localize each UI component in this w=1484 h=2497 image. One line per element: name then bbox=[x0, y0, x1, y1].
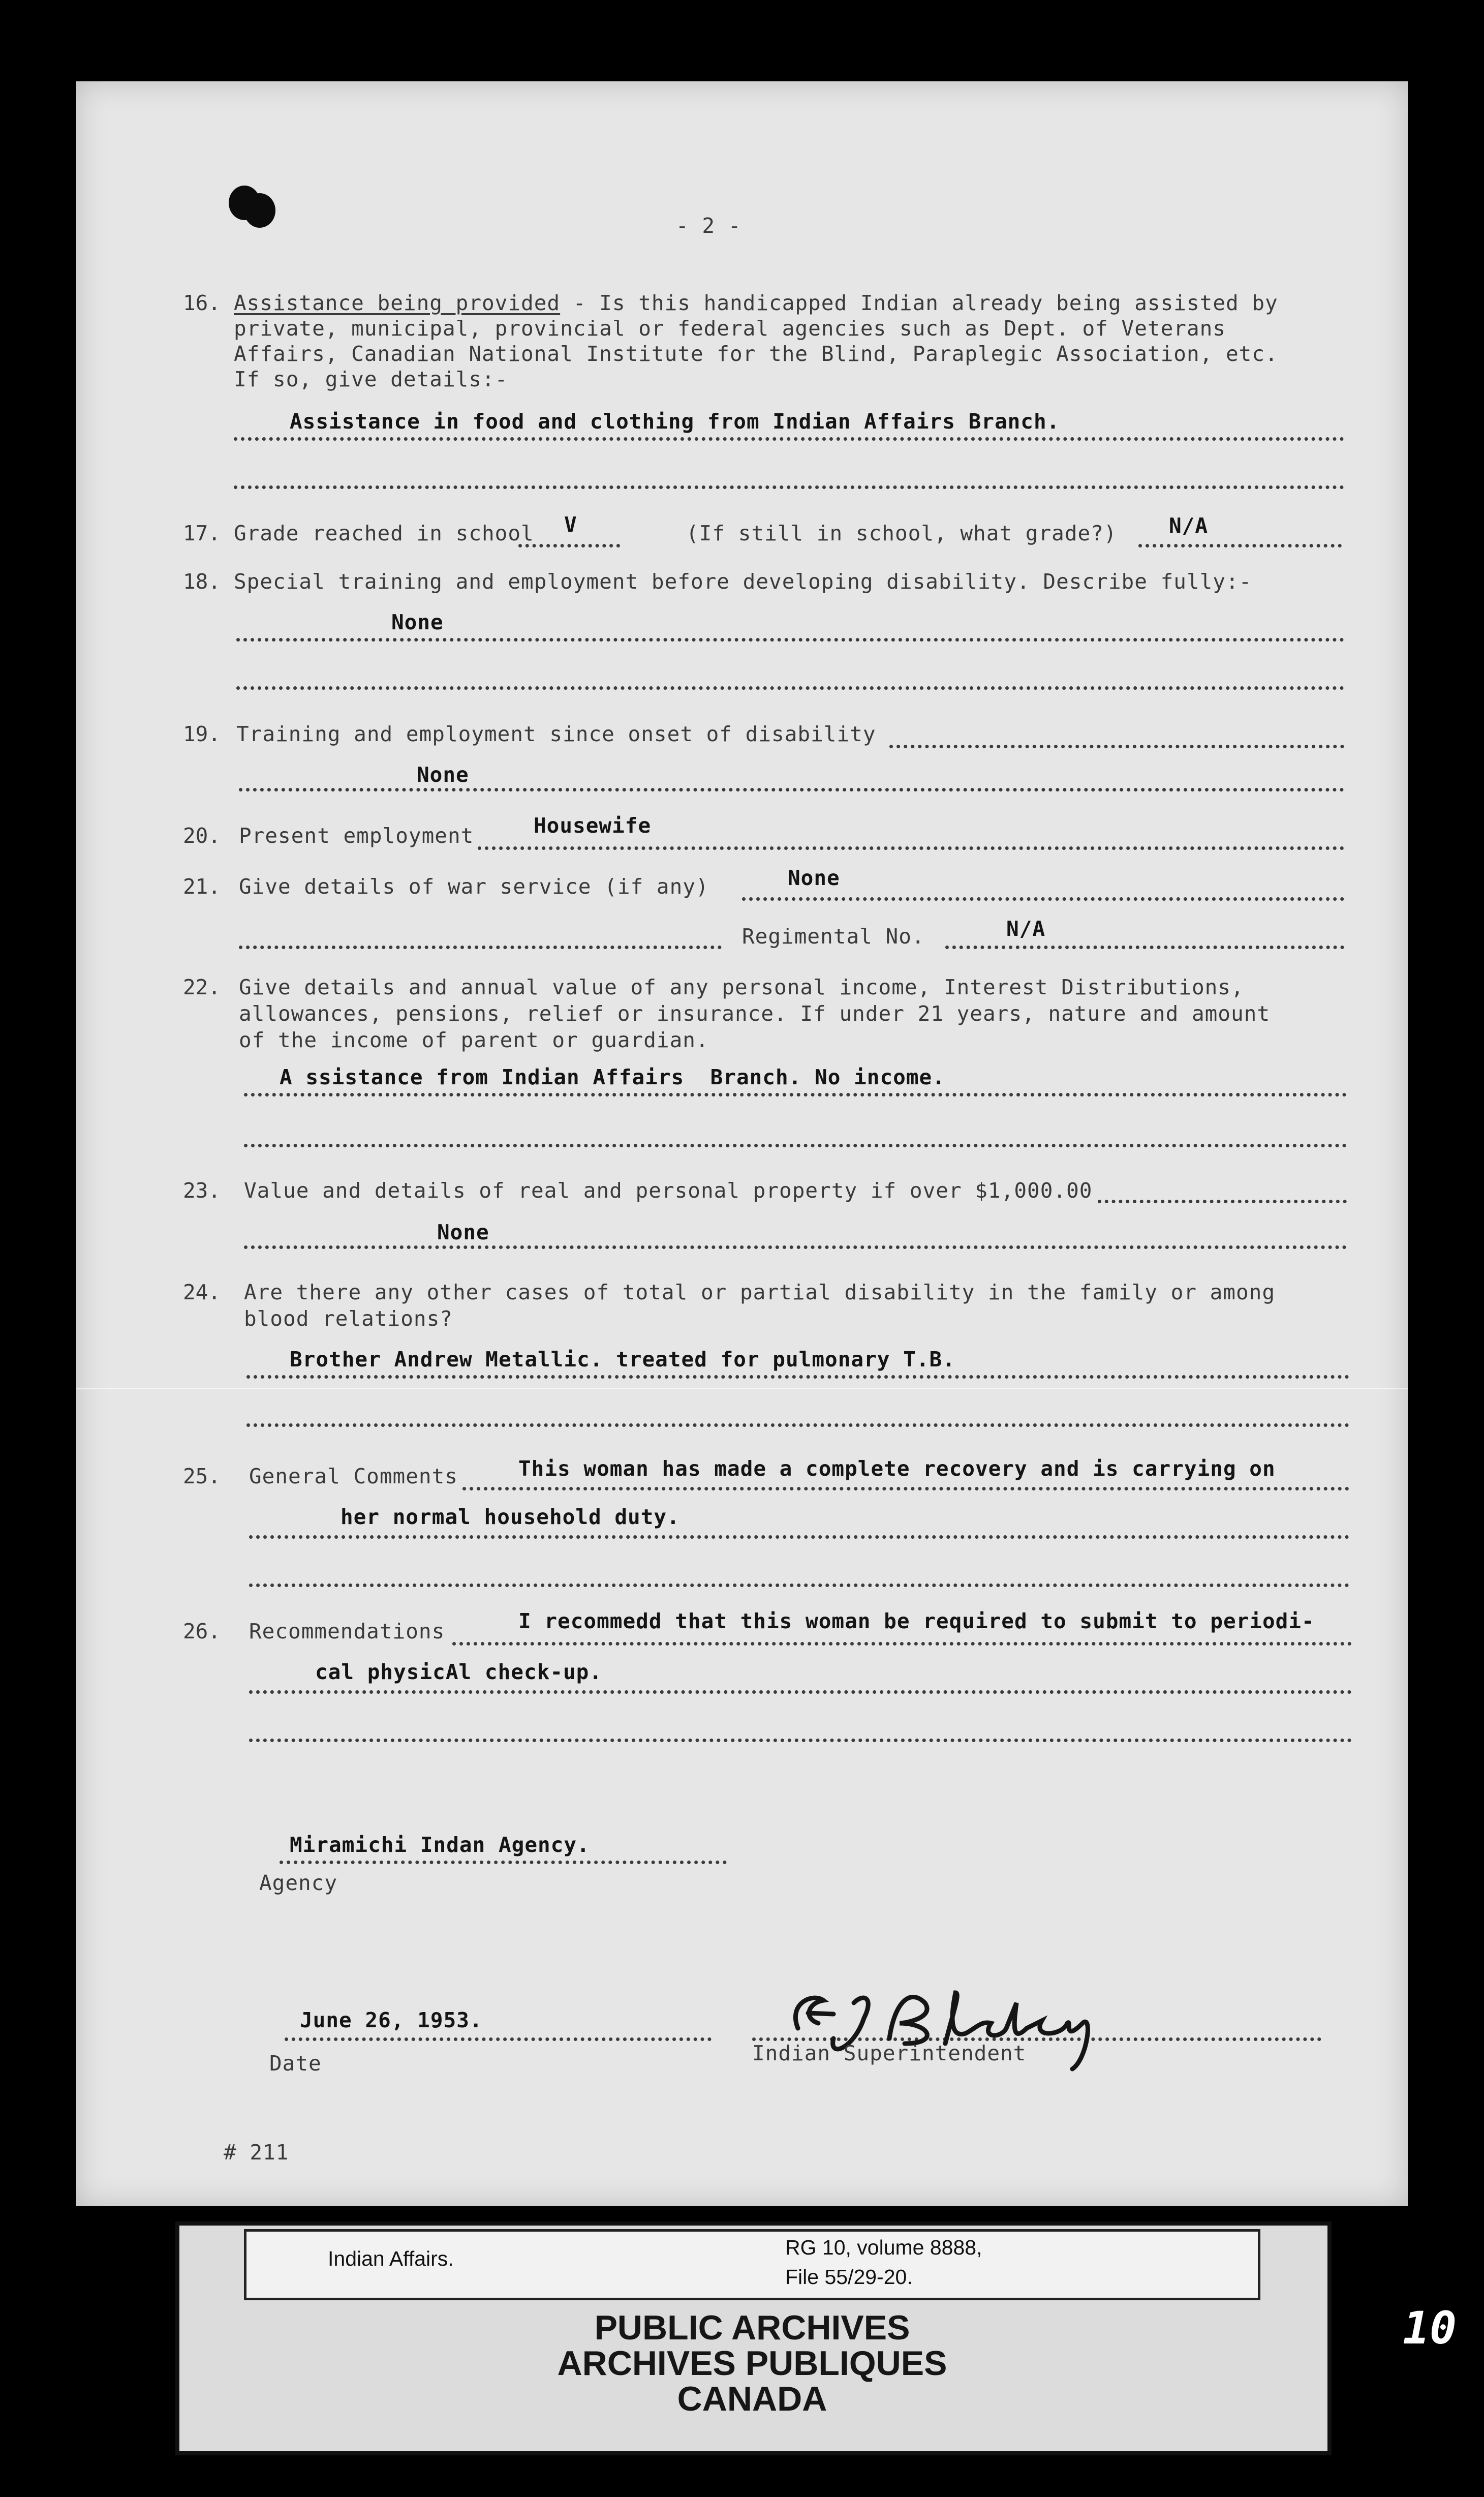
q24-answer: Brother Andrew Metallic. treated for pulmonary T.B. bbox=[290, 1347, 955, 1372]
answer-line bbox=[742, 897, 1344, 901]
q26-answer-line2: cal physicAl check-up. bbox=[315, 1660, 603, 1684]
q16-line2: private, municipal, provincial or federal agencies such as Dept. of Veterans bbox=[234, 316, 1226, 341]
agency-label: Agency bbox=[259, 1871, 338, 1895]
answer-line bbox=[244, 1144, 1347, 1147]
answer-line bbox=[249, 1690, 1352, 1694]
q17-label: Grade reached in school bbox=[234, 521, 534, 545]
q25-label: General Comments bbox=[249, 1464, 458, 1488]
q16-answer: Assistance in food and clothing from Indian Affairs Branch. bbox=[290, 409, 1060, 434]
q25-answer-line2: her normal household duty. bbox=[341, 1505, 680, 1529]
q19-label: Training and employment since onset of disability bbox=[236, 722, 876, 746]
q18-label: Special training and employment before developing disability. Describe fully:- bbox=[234, 569, 1252, 594]
answer-line bbox=[1138, 544, 1342, 547]
q26-label: Recommendations bbox=[249, 1619, 445, 1643]
q16-line1 bbox=[234, 291, 1278, 315]
q22-line3: of the income of parent or guardian. bbox=[239, 1028, 709, 1052]
archive-stamp bbox=[447, 2308, 1057, 2435]
q19-answer: None bbox=[417, 763, 469, 787]
answer-line bbox=[234, 485, 1344, 489]
answer-line bbox=[249, 1584, 1349, 1587]
q17-sub-answer: N/A bbox=[1169, 513, 1209, 538]
q16-line3: Affairs, Canadian National Institute for the Blind, Paraplegic Association, etc. bbox=[234, 342, 1278, 366]
agency-value: Miramichi Indan Agency. bbox=[290, 1833, 590, 1857]
q19-number: 19. bbox=[183, 722, 221, 746]
date-label: Date bbox=[269, 2051, 322, 2076]
punch-hole bbox=[244, 193, 275, 228]
q24-line2: blood relations? bbox=[244, 1306, 453, 1331]
q25-number: 25. bbox=[183, 1464, 221, 1488]
archive-reference-label bbox=[244, 2229, 1260, 2300]
answer-line bbox=[1098, 1200, 1347, 1203]
q17-answer: V bbox=[564, 512, 577, 537]
q20-answer: Housewife bbox=[534, 813, 652, 838]
q23-label: Value and details of real and personal property if over $1,000.00 bbox=[244, 1178, 1093, 1203]
q17-sub-label: (If still in school, what grade?) bbox=[686, 521, 1117, 545]
answer-line bbox=[246, 1375, 1349, 1379]
q22-number: 22. bbox=[183, 975, 221, 999]
answer-line bbox=[236, 686, 1344, 690]
form-page bbox=[76, 81, 1408, 2206]
q21-regimental-answer: N/A bbox=[1006, 917, 1046, 941]
answer-line bbox=[889, 745, 1344, 748]
file-reference: # 211 bbox=[224, 2140, 289, 2165]
q20-label: Present employment bbox=[239, 824, 474, 848]
q26-answer-line1: I recommedd that this woman be required to submit to periodi- bbox=[518, 1609, 1315, 1633]
q22-answer: A ssistance from Indian Affairs Branch. No income. bbox=[280, 1065, 945, 1089]
q21-number: 21. bbox=[183, 874, 221, 899]
q24-number: 24. bbox=[183, 1280, 221, 1304]
archive-reference-line2: File 55/29-20. bbox=[785, 2265, 913, 2289]
q17-number: 17. bbox=[183, 521, 221, 545]
q18-answer: None bbox=[391, 610, 444, 634]
q25-answer-line1: This woman has made a complete recovery and is carrying on bbox=[518, 1456, 1276, 1481]
q16-number: 16. bbox=[183, 291, 221, 315]
q21-answer: None bbox=[788, 866, 840, 890]
answer-line bbox=[246, 1423, 1349, 1427]
answer-line bbox=[239, 788, 1344, 791]
paper-fold bbox=[76, 1388, 1408, 1389]
archive-stamp-line2: ARCHIVES PUBLIQUES bbox=[557, 2344, 947, 2383]
answer-line bbox=[945, 946, 1344, 949]
date-line bbox=[285, 2037, 712, 2041]
q16-title: Assistance being provided bbox=[234, 291, 561, 315]
q21-regimental-label: Regimental No. bbox=[742, 924, 925, 949]
answer-line bbox=[518, 544, 620, 547]
agency-line bbox=[280, 1861, 727, 1864]
date-value: June 26, 1953. bbox=[300, 2008, 483, 2032]
page-number: - 2 - bbox=[676, 214, 741, 238]
film-frame-number: 10 bbox=[1403, 2303, 1484, 2354]
answer-line bbox=[244, 1245, 1347, 1249]
answer-line bbox=[239, 946, 722, 949]
q16-line1-rest: - Is this handicapped Indian already being assisted by bbox=[560, 291, 1278, 315]
archive-collection: Indian Affairs. bbox=[328, 2247, 454, 2270]
q18-number: 18. bbox=[183, 569, 221, 594]
archive-reference-line1: RG 10, volume 8888, bbox=[785, 2236, 982, 2259]
answer-line bbox=[234, 437, 1344, 441]
answer-line bbox=[244, 1093, 1347, 1097]
answer-line bbox=[478, 846, 1344, 850]
q26-number: 26. bbox=[183, 1619, 221, 1643]
answer-line bbox=[236, 638, 1344, 642]
q16-line4: If so, give details:- bbox=[234, 367, 508, 391]
q23-answer: None bbox=[437, 1220, 489, 1244]
answer-line bbox=[249, 1739, 1352, 1742]
q22-line1: Give details and annual value of any personal income, Interest Distributions, bbox=[239, 975, 1244, 999]
archive-stamp-line1: PUBLIC ARCHIVES bbox=[594, 2308, 910, 2347]
q24-line1: Are there any other cases of total or partial disability in the family or among bbox=[244, 1280, 1276, 1304]
q23-number: 23. bbox=[183, 1178, 221, 1203]
q21-label: Give details of war service (if any) bbox=[239, 874, 709, 899]
answer-line bbox=[249, 1535, 1349, 1539]
q20-number: 20. bbox=[183, 824, 221, 848]
superintendent-label: Indian Superintendent bbox=[752, 2041, 1027, 2065]
answer-line bbox=[462, 1487, 1349, 1490]
answer-line bbox=[452, 1642, 1352, 1646]
q22-line2: allowances, pensions, relief or insurance. If under 21 years, nature and amount bbox=[239, 1001, 1271, 1026]
archive-stamp-line3: CANADA bbox=[677, 2380, 827, 2418]
